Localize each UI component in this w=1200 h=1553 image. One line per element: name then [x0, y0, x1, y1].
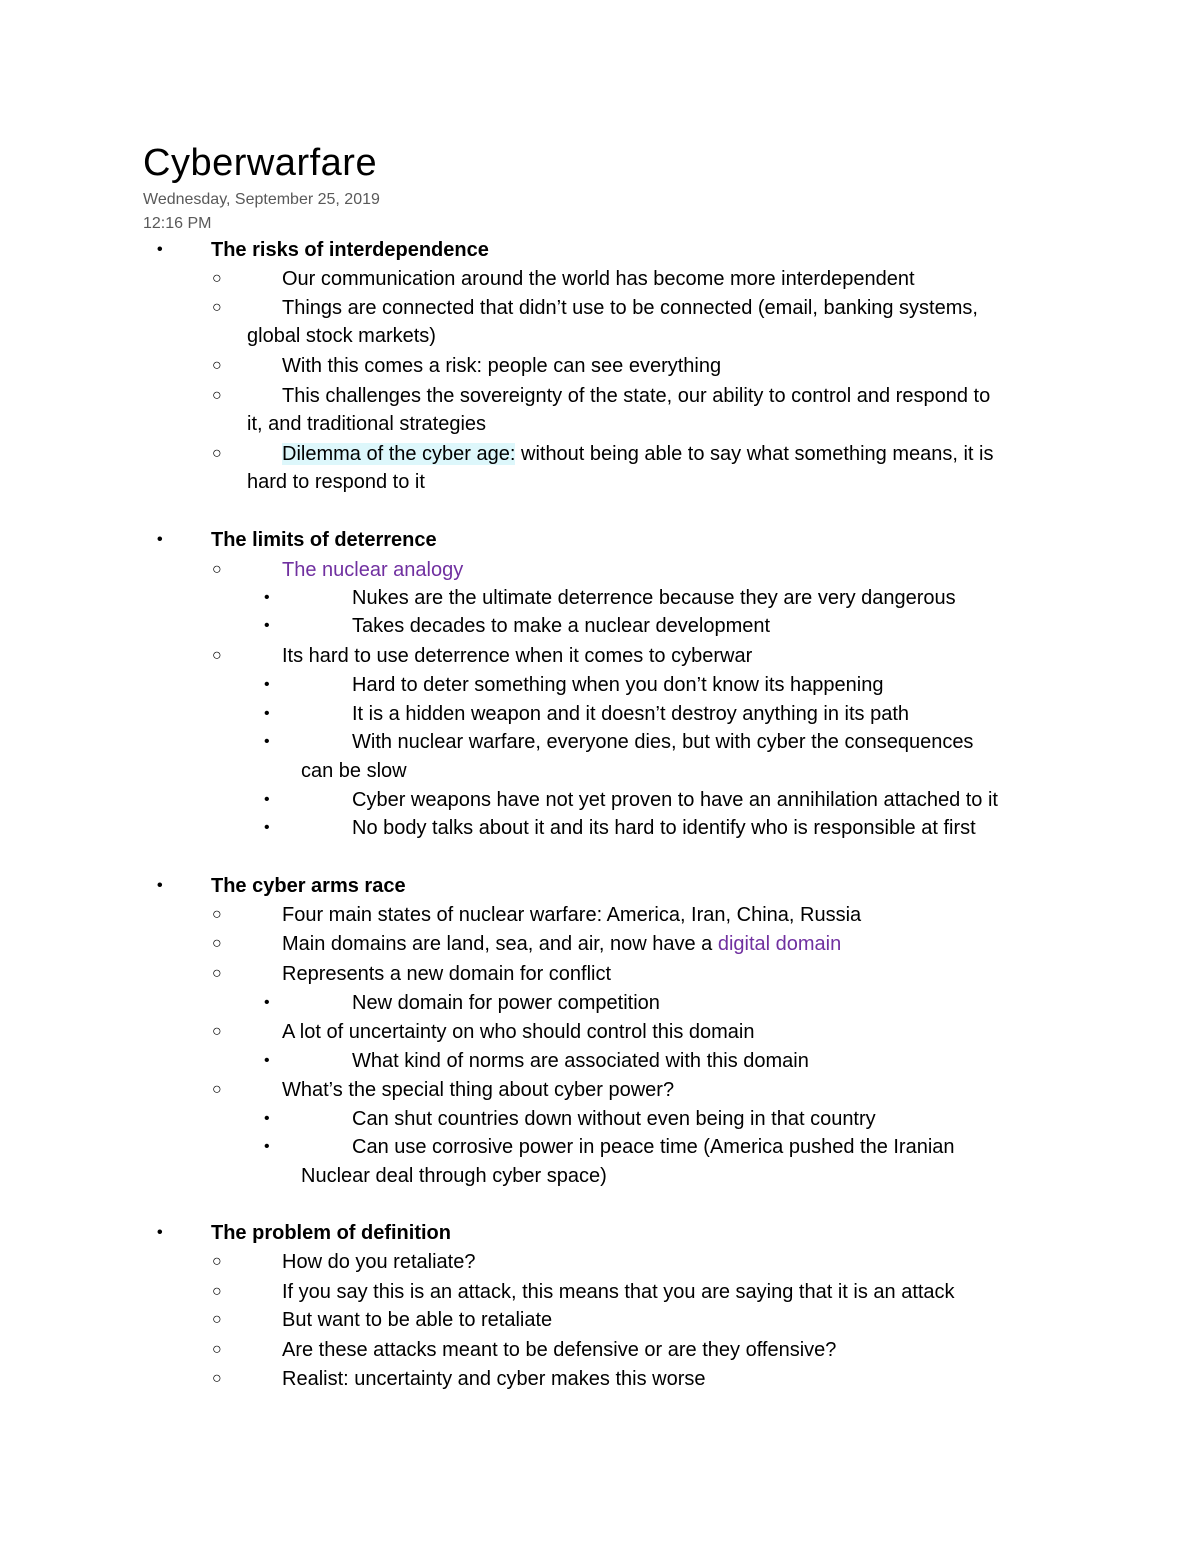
list-item: ○ Our communication around the world has become more interdependent — [282, 265, 915, 293]
bullet-icon: • — [264, 994, 270, 1011]
circle-bullet-icon: ○ — [212, 299, 222, 316]
section-heading: • The problem of definition — [211, 1219, 451, 1247]
sub-list-item: • It is a hidden weapon and it doesn’t destroy anything in its path — [352, 700, 909, 728]
list-item: ○ Realist: uncertainty and cyber makes this worse — [282, 1365, 706, 1393]
circle-bullet-icon: ○ — [212, 561, 222, 578]
list-item: ○ A lot of uncertainty on who should control this domain — [282, 1018, 755, 1046]
list-item: ○ If you say this is an attack, this means that you are saying that it is an attack — [282, 1278, 955, 1306]
circle-bullet-icon: ○ — [212, 357, 222, 374]
list-item-continuation: can be slow — [301, 760, 407, 782]
bullet-icon: • — [264, 589, 270, 606]
bullet-icon: • — [157, 1224, 163, 1241]
circle-bullet-icon: ○ — [212, 1023, 222, 1040]
bullet-icon: • — [264, 705, 270, 722]
purple-term: digital domain — [717, 933, 842, 955]
list-item: ○ Dilemma of the cyber age: without being able to say what something means, it is — [282, 440, 993, 468]
bullet-icon: • — [264, 1138, 270, 1155]
bullet-icon: • — [264, 617, 270, 634]
bullet-icon: • — [264, 791, 270, 808]
circle-bullet-icon: ○ — [212, 965, 222, 982]
bullet-icon: • — [157, 877, 163, 894]
circle-bullet-icon: ○ — [212, 1370, 222, 1387]
list-item: ○ Represents a new domain for conflict — [282, 960, 611, 988]
circle-bullet-icon: ○ — [212, 1081, 222, 1098]
sub-list-item: • Can shut countries down without even being in that country — [352, 1105, 876, 1133]
circle-bullet-icon: ○ — [212, 270, 222, 287]
sub-list-item: • Nukes are the ultimate deterrence because they are very dangerous — [352, 584, 956, 612]
list-item: ○ Main domains are land, sea, and air, now have a digital domain — [282, 930, 841, 958]
list-item: ○ This challenges the sovereignty of the state, our ability to control and respond to — [282, 382, 990, 410]
sub-list-item: • Can use corrosive power in peace time (America pushed the Iranian — [352, 1133, 955, 1161]
note-date: Wednesday, September 25, 2019 — [143, 191, 380, 208]
circle-bullet-icon: ○ — [212, 445, 222, 462]
sub-list-item: • With nuclear warfare, everyone dies, but with cyber the consequences — [352, 728, 973, 756]
section-heading: • The limits of deterrence — [211, 526, 437, 554]
highlighted-text: Dilemma of the cyber age: — [282, 443, 516, 465]
list-item: ○ With this comes a risk: people can see everything — [282, 352, 721, 380]
sub-list-item: • No body talks about it and its hard to identify who is responsible at first — [352, 814, 976, 842]
list-item: ○ The nuclear analogy — [282, 556, 463, 584]
sub-list-item: • What kind of norms are associated with this domain — [352, 1047, 809, 1075]
circle-bullet-icon: ○ — [212, 387, 222, 404]
bullet-icon: • — [264, 733, 270, 750]
list-item-continuation: it, and traditional strategies — [247, 413, 487, 435]
bullet-icon: • — [264, 676, 270, 693]
sub-list-item: • Takes decades to make a nuclear development — [352, 612, 770, 640]
circle-bullet-icon: ○ — [212, 1341, 222, 1358]
sub-list-item: • New domain for power competition — [352, 989, 660, 1017]
list-item: ○ Its hard to use deterrence when it comes to cyberwar — [282, 642, 752, 670]
sub-list-item: • Hard to deter something when you don’t know its happening — [352, 671, 883, 699]
list-item: ○ Are these attacks meant to be defensive or are they offensive? — [282, 1336, 836, 1364]
list-item-continuation: global stock markets) — [247, 325, 436, 347]
list-item: ○ What’s the special thing about cyber power? — [282, 1076, 674, 1104]
section-heading: • The risks of interdependence — [211, 236, 489, 264]
sub-list-item: • Cyber weapons have not yet proven to have an annihilation attached to it — [352, 786, 998, 814]
circle-bullet-icon: ○ — [212, 935, 222, 952]
section-heading: • The cyber arms race — [211, 872, 406, 900]
list-item: ○ How do you retaliate? — [282, 1248, 475, 1276]
circle-bullet-icon: ○ — [212, 1283, 222, 1300]
page-title: Cyberwarfare — [143, 142, 378, 184]
bullet-icon: • — [264, 1052, 270, 1069]
bullet-icon: • — [264, 1110, 270, 1127]
bullet-icon: • — [264, 819, 270, 836]
list-item-continuation: Nuclear deal through cyber space) — [301, 1165, 607, 1187]
circle-bullet-icon: ○ — [212, 1311, 222, 1328]
bullet-icon: • — [157, 531, 163, 548]
circle-bullet-icon: ○ — [212, 647, 222, 664]
note-time: 12:16 PM — [143, 215, 212, 232]
list-item: ○ Things are connected that didn’t use to be connected (email, banking systems, — [282, 294, 978, 322]
list-item: ○ Four main states of nuclear warfare: America, Iran, China, Russia — [282, 901, 861, 929]
circle-bullet-icon: ○ — [212, 906, 222, 923]
bullet-icon: • — [157, 241, 163, 258]
circle-bullet-icon: ○ — [212, 1253, 222, 1270]
list-item: ○ But want to be able to retaliate — [282, 1306, 552, 1334]
list-item-continuation: hard to respond to it — [247, 471, 425, 493]
